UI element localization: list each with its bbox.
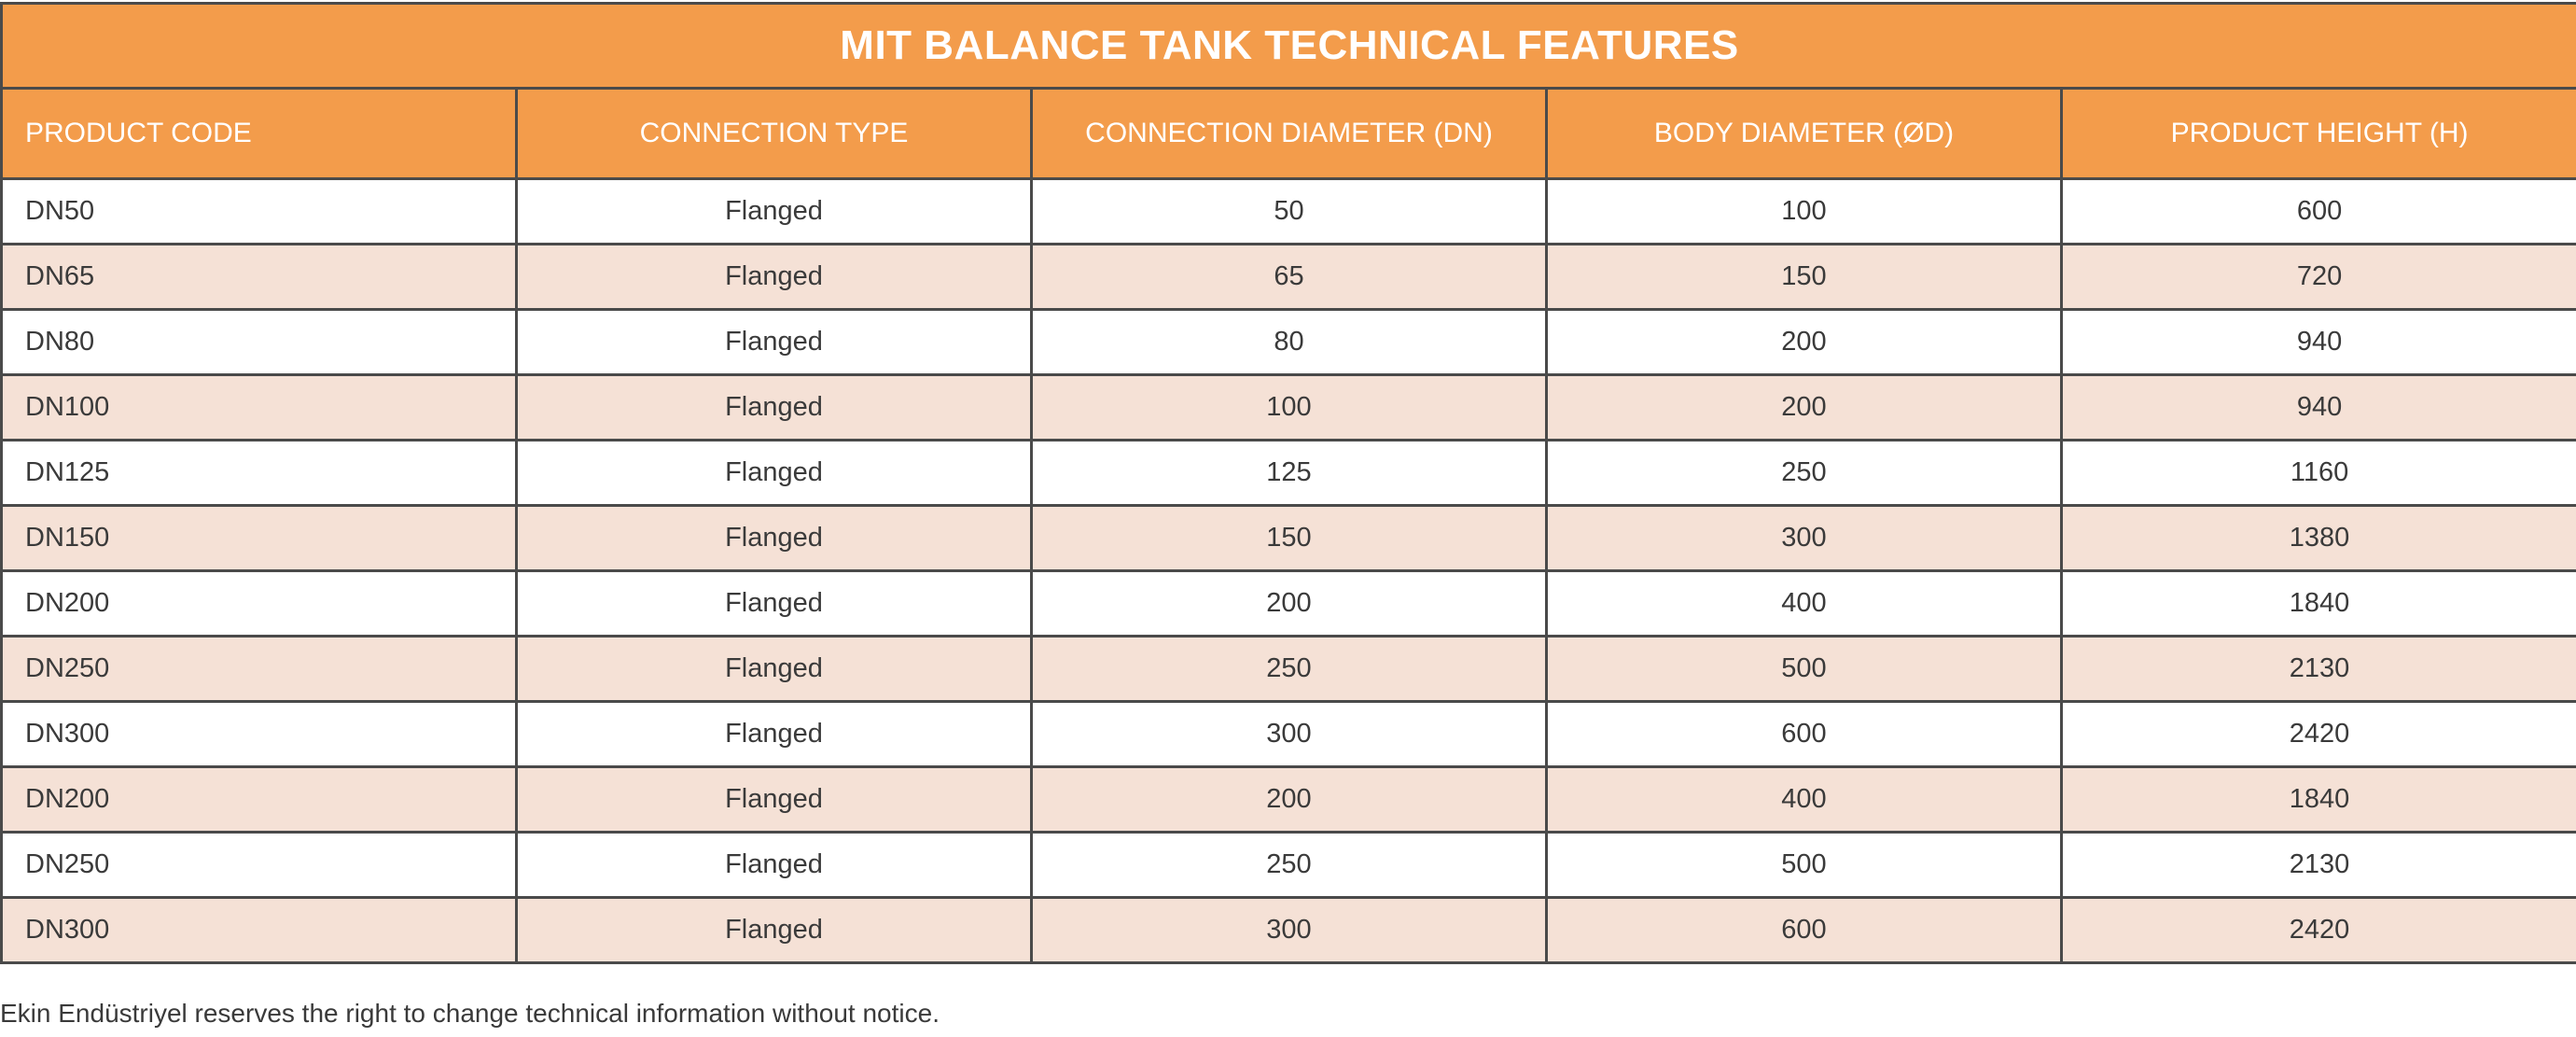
table-row [2, 375, 2576, 441]
cell-connection-type: Flanged [517, 637, 1032, 702]
cell-connection-type: Flanged [517, 898, 1032, 963]
cell-body-diameter: 100 [1547, 179, 2062, 245]
cell-product-code: DN80 [2, 310, 517, 375]
cell-connection-diameter: 80 [1032, 310, 1547, 375]
cell-connection-type: Flanged [517, 767, 1032, 833]
cell-body-diameter: 600 [1547, 702, 2062, 767]
cell-connection-diameter: 200 [1032, 767, 1547, 833]
cell-product-code: DN200 [2, 571, 517, 637]
cell-connection-diameter: 50 [1032, 179, 1547, 245]
footnote: Ekin Endüstriyel reserves the right to change technical information without notice. [0, 999, 940, 1028]
cell-body-diameter: 600 [1547, 898, 2062, 963]
cell-body-diameter: 150 [1547, 245, 2062, 310]
cell-connection-type: Flanged [517, 375, 1032, 441]
cell-body-diameter: 200 [1547, 375, 2062, 441]
cell-connection-type: Flanged [517, 179, 1032, 245]
title-row [2, 4, 2576, 89]
cell-connection-diameter: 200 [1032, 571, 1547, 637]
column-header-product-height: PRODUCT HEIGHT (H) [2062, 89, 2576, 179]
cell-product-code: DN150 [2, 506, 517, 571]
cell-body-diameter: 250 [1547, 441, 2062, 506]
column-header-product-code: PRODUCT CODE [2, 89, 517, 179]
cell-connection-diameter: 250 [1032, 637, 1547, 702]
cell-product-height: 1840 [2062, 767, 2576, 833]
table-title: MIT BALANCE TANK TECHNICAL FEATURES [2, 4, 2576, 89]
column-header-body-diameter: BODY DIAMETER (ØD) [1547, 89, 2062, 179]
cell-body-diameter: 400 [1547, 767, 2062, 833]
cell-product-code: DN125 [2, 441, 517, 506]
cell-connection-diameter: 125 [1032, 441, 1547, 506]
cell-body-diameter: 400 [1547, 571, 2062, 637]
table-row [2, 571, 2576, 637]
table-body [2, 179, 2576, 963]
cell-product-code: DN200 [2, 767, 517, 833]
table-row [2, 441, 2576, 506]
cell-connection-type: Flanged [517, 245, 1032, 310]
cell-connection-type: Flanged [517, 702, 1032, 767]
cell-product-height: 1840 [2062, 571, 2576, 637]
cell-body-diameter: 200 [1547, 310, 2062, 375]
cell-product-height: 940 [2062, 310, 2576, 375]
table-row [2, 767, 2576, 833]
cell-body-diameter: 500 [1547, 833, 2062, 898]
table-row [2, 245, 2576, 310]
cell-product-height: 600 [2062, 179, 2576, 245]
cell-connection-type: Flanged [517, 441, 1032, 506]
table-row [2, 702, 2576, 767]
cell-connection-diameter: 65 [1032, 245, 1547, 310]
cell-product-height: 1380 [2062, 506, 2576, 571]
table-row [2, 310, 2576, 375]
cell-product-height: 720 [2062, 245, 2576, 310]
column-header-connection-diameter: CONNECTION DIAMETER (DN) [1032, 89, 1547, 179]
cell-connection-diameter: 300 [1032, 702, 1547, 767]
cell-product-height: 940 [2062, 375, 2576, 441]
cell-product-height: 1160 [2062, 441, 2576, 506]
table-row [2, 833, 2576, 898]
cell-product-height: 2130 [2062, 637, 2576, 702]
cell-connection-diameter: 250 [1032, 833, 1547, 898]
cell-product-code: DN300 [2, 898, 517, 963]
cell-product-code: DN100 [2, 375, 517, 441]
cell-product-code: DN300 [2, 702, 517, 767]
cell-connection-type: Flanged [517, 310, 1032, 375]
table-row [2, 898, 2576, 963]
cell-connection-diameter: 100 [1032, 375, 1547, 441]
table-row [2, 179, 2576, 245]
table-row [2, 637, 2576, 702]
cell-product-code: DN250 [2, 637, 517, 702]
cell-connection-diameter: 150 [1032, 506, 1547, 571]
technical-features-table [0, 2, 2576, 964]
cell-product-height: 2420 [2062, 702, 2576, 767]
table-row [2, 506, 2576, 571]
cell-body-diameter: 300 [1547, 506, 2062, 571]
cell-product-height: 2420 [2062, 898, 2576, 963]
header-row [2, 89, 2576, 179]
cell-connection-type: Flanged [517, 833, 1032, 898]
cell-body-diameter: 500 [1547, 637, 2062, 702]
column-header-connection-type: CONNECTION TYPE [517, 89, 1032, 179]
cell-product-code: DN65 [2, 245, 517, 310]
cell-product-code: DN50 [2, 179, 517, 245]
cell-product-height: 2130 [2062, 833, 2576, 898]
cell-product-code: DN250 [2, 833, 517, 898]
cell-connection-diameter: 300 [1032, 898, 1547, 963]
cell-connection-type: Flanged [517, 571, 1032, 637]
cell-connection-type: Flanged [517, 506, 1032, 571]
spec-table-container [0, 2, 2576, 964]
